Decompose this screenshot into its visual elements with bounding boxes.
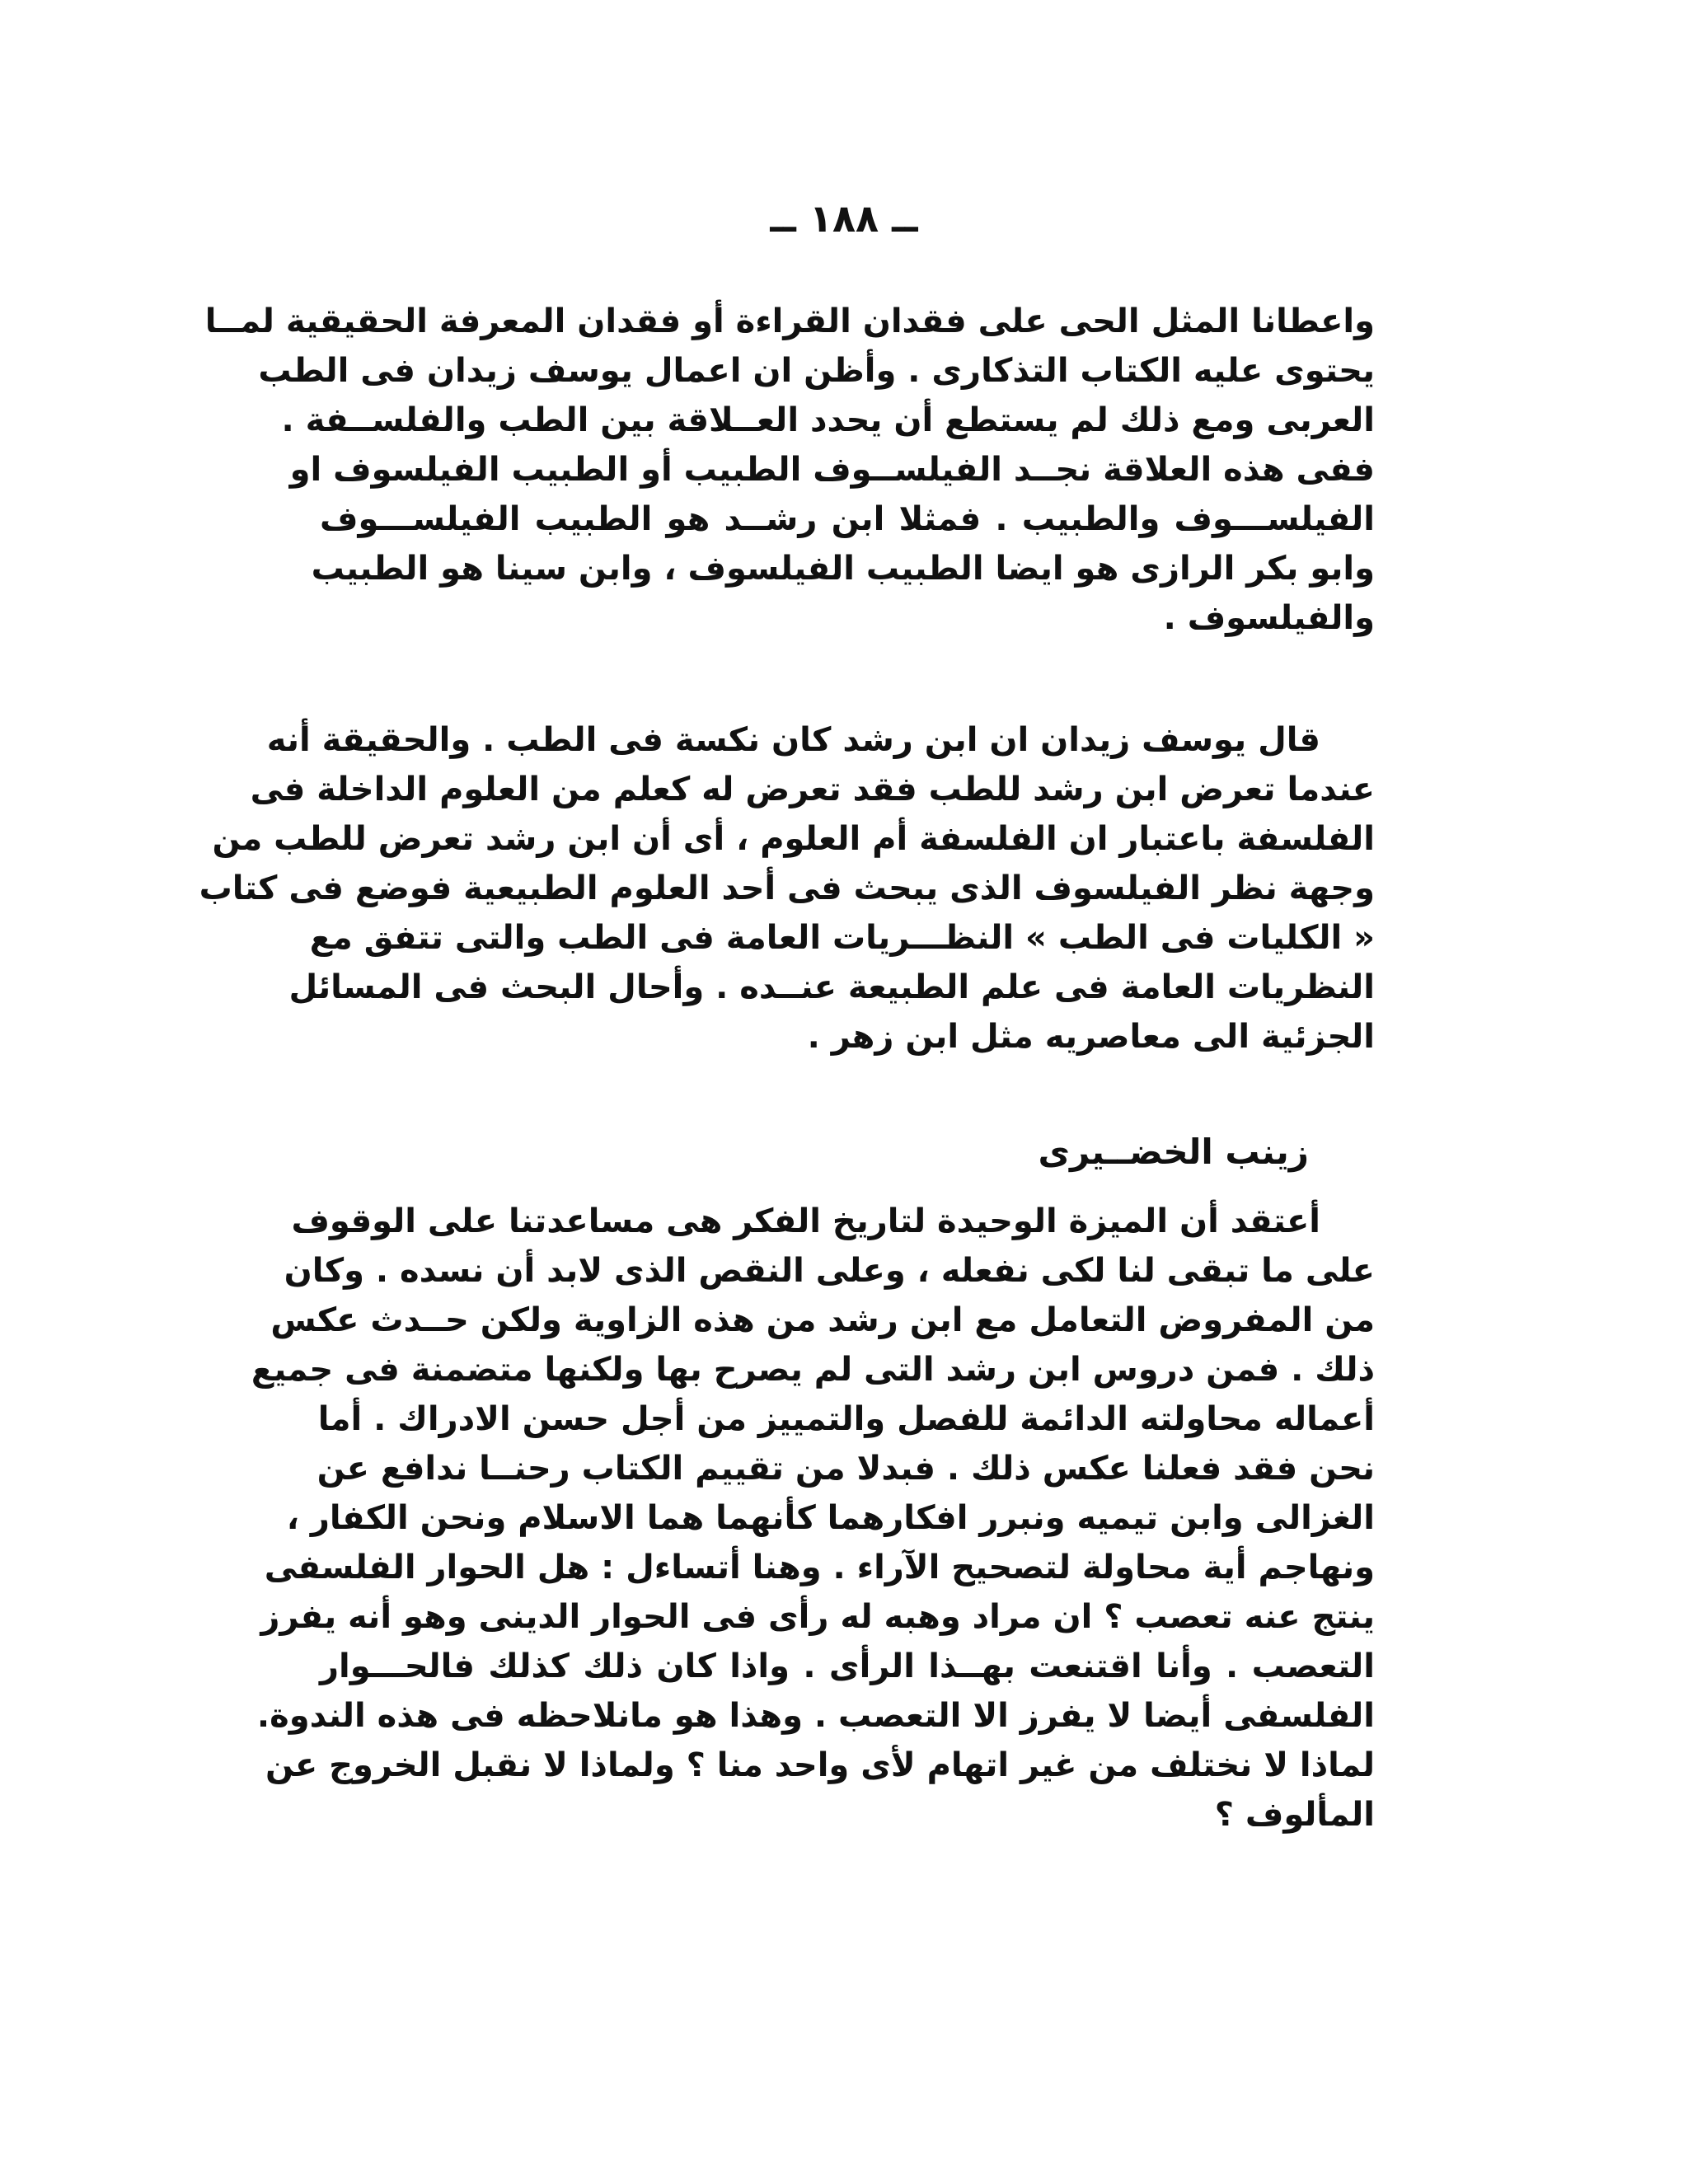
text-line: الفلسفة باعتبار ان الفلسفة أم العلوم ، أى أن ابن رشد تعرض للطب من [212, 820, 1375, 858]
text-line: ينتج عنه تعصب ؟ ان مراد وهبه له رأى فى الحوار الدينى وهو أنه يفرز [260, 1598, 1375, 1636]
text-line: ونهاجم أية محاولة لتصحيح الآراء . وهنا أتساءل : هل الحوار الفلسفى [264, 1549, 1375, 1586]
page-number: ــ ١٨٨ ــ [770, 196, 918, 241]
text-line: الغزالى وابن تيميه ونبرر افكارهما كأنهما هما الاسلام ونحن الكفار ، [286, 1499, 1375, 1537]
text-line: الفلسفى أيضا لا يفرز الا التعصب . وهذا هو مانلاحظه فى هذه الندوة. [256, 1697, 1375, 1735]
speaker-heading: زينب الخضــيرى [1038, 1132, 1309, 1172]
text-line: العربى ومع ذلك لم يستطع أن يحدد العــلاقة بين الطب والفلســفة . [281, 401, 1375, 439]
text-line: « الكليات فى الطب » النظـــريات العامة فى الطب والتى تتفق مع [309, 919, 1375, 957]
text-line: واعطانا المثل الحى على فقدان القراءة أو فقدان المعرفة الحقيقية لمــا [204, 302, 1375, 340]
paragraph [199, 715, 1375, 1062]
text-line: أعتقد أن الميزة الوحيدة لتاريخ الفكر هى مساعدتنا على الوقوف [291, 1202, 1320, 1240]
text-line: لماذا لا نختلف من غير اتهام لأى واحد منا ؟ ولماذا لا نقبل الخروج عن [265, 1746, 1375, 1784]
text-line: يحتوى عليه الكتاب التذكارى . وأظن ان اعمال يوسف زيدان فى الطب [258, 352, 1375, 390]
text-line: ذلك . فمن دروس ابن رشد التى لم يصرح بها ولكنها متضمنة فى جميع [251, 1351, 1375, 1389]
text-line: الفيلســـوف والطبيب . فمثلا ابن رشــد هو الطبيب الفيلســـوف [320, 500, 1375, 538]
paragraph [204, 297, 1375, 643]
text-line: الجزئية الى معاصريه مثل ابن زهر . [807, 1018, 1375, 1056]
text-line: قال يوسف زيدان ان ابن رشد كان نكسة فى الطب . والحقيقة أنه [266, 721, 1320, 759]
paragraph [251, 1197, 1375, 1840]
text-line: وابو بكر الرازى هو ايضا الطبيب الفيلسوف ، وابن سينا هو الطبيب [311, 550, 1375, 588]
text-line: ففى هذه العلاقة نجــد الفيلســوف الطبيب أو الطبيب الفيلسوف او [289, 451, 1375, 489]
text-line: المألوف ؟ [1214, 1796, 1375, 1834]
text-line: نحن فقد فعلنا عكس ذلك . فبدلا من تقييم الكتاب رحنــا ندافع عن [316, 1450, 1375, 1488]
text-line: عندما تعرض ابن رشد للطب فقد تعرض له كعلم من العلوم الداخلة فى [250, 771, 1375, 808]
text-line: التعصب . وأنا اقتنعت بهــذا الرأى . واذا كان ذلك كذلك فالحـــوار [320, 1647, 1375, 1685]
text-line: أعماله محاولته الدائمة للفصل والتمييز من أجل حسن الادراك . أما [317, 1400, 1375, 1438]
text-line: من المفروض التعامل مع ابن رشد من هذه الزاوية ولكن حــدث عكس [270, 1301, 1375, 1339]
text-line: النظريات العامة فى علم الطبيعة عنــده . وأحال البحث فى المسائل [288, 968, 1375, 1006]
text-line: على ما تبقى لنا لكى نفعله ، وعلى النقص الذى لابد أن نسده . وكان [284, 1252, 1375, 1290]
text-line: وجهة نظر الفيلسوف الذى يبحث فى أحد العلوم الطبيعية فوضع فى كتاب [199, 869, 1375, 907]
text-line: والفيلسوف . [1163, 599, 1375, 637]
